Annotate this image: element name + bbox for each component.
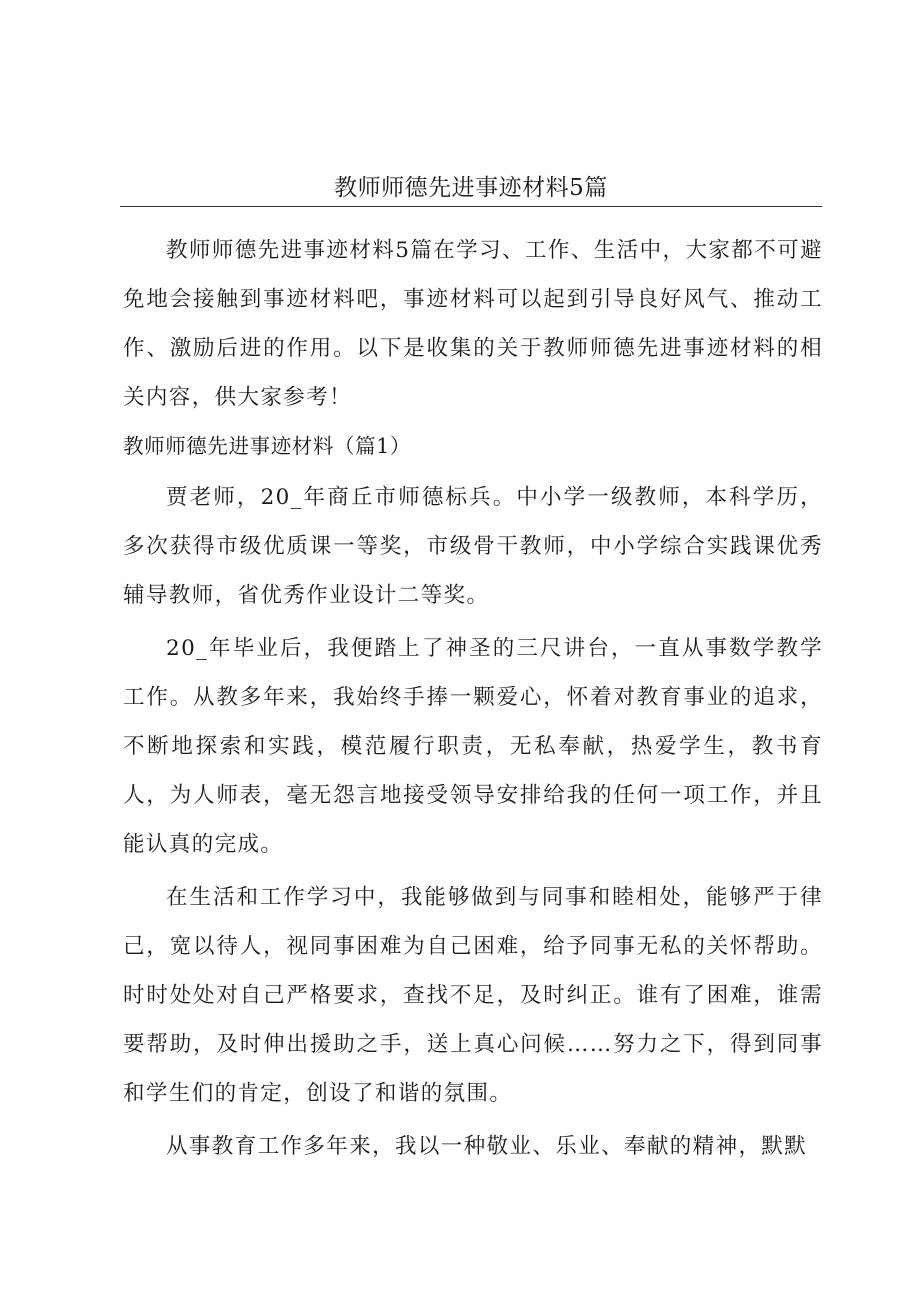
document-title: 教师师德先进事迹材料5篇 xyxy=(334,175,608,201)
body-paragraph: 贾老师，20_年商丘市师德标兵。中小学一级教师，本科学历，多次获得市级优质课一等奖，市级骨干教师，中小学综合实践课优秀辅导教师，省优秀作业设计二等奖。 xyxy=(123,485,823,608)
intro-paragraph: 教师师德先进事迹材料5篇在学习、工作、生活中，大家都不可避免地会接触到事迹材料吧，事迹材料可以起到引导良好风气、推动工作、激励后进的作用。以下是收集的关于教师师德先进事迹材料的相关内容，供大家参考！ xyxy=(123,238,823,410)
body-paragraph: 20_年毕业后，我便踏上了神圣的三尺讲台，一直从事数学教学工作。从教多年来，我始终手捧一颗爱心，怀着对教育事业的追求，不断地探索和实践，模范履行职责，无私奉献，热爱学生，教书育人，为人师表，毫无怨言地接受领导安排给我的任何一项工作，并且能认真的完成。 xyxy=(123,636,823,857)
body-paragraph: 在生活和工作学习中，我能够做到与同事和睦相处，能够严于律己，宽以待人，视同事困难为自己困难，给予同事无私的关怀帮助。时时处处对自己严格要求，查找不足，及时纠正。谁有了困难，谁需要帮助，及时伸出援助之手，送上真心问候……努力之下，得到同事和学生们的肯定，创设了和谐的氛围。 xyxy=(123,885,823,1106)
section-heading: 教师师德先进事迹材料（篇1） xyxy=(123,434,411,458)
document-body xyxy=(123,226,823,1171)
body-paragraph: 从事教育工作多年来，我以一种敬业、乐业、奉献的精神，默默 xyxy=(166,1134,808,1159)
title-underline xyxy=(120,206,822,207)
